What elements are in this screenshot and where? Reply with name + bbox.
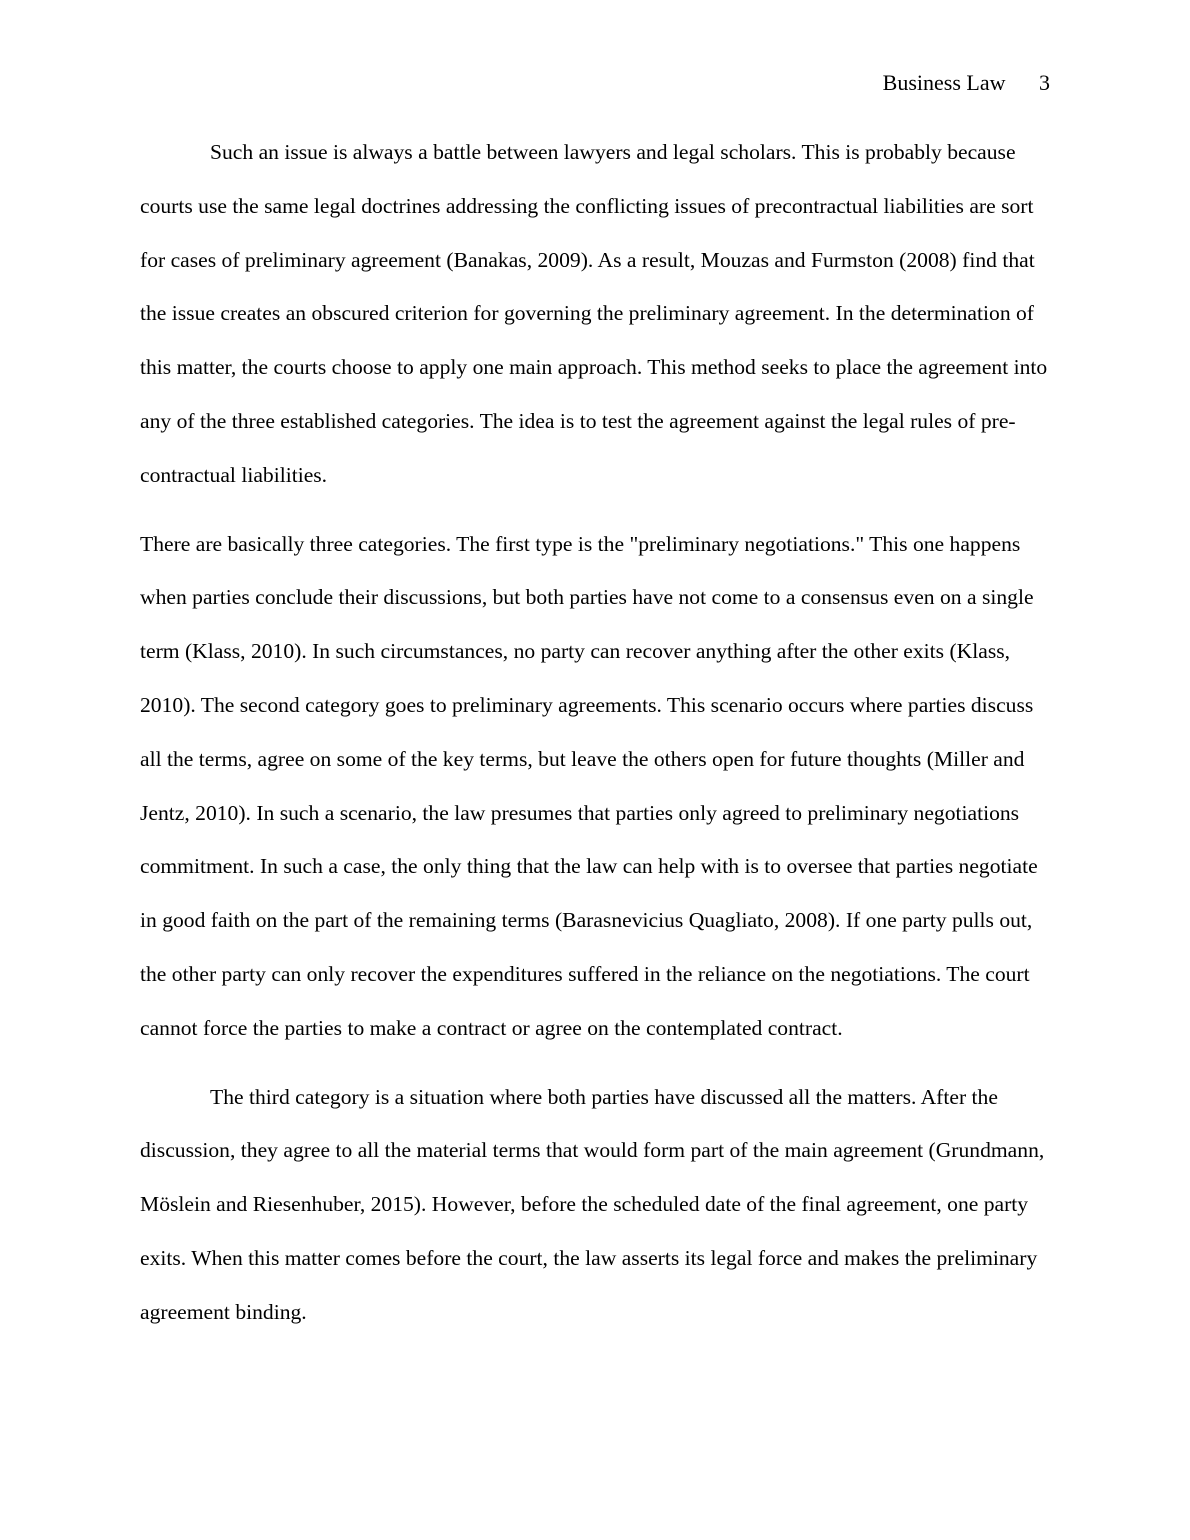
running-head-title: Business Law xyxy=(882,70,1006,95)
page-number: 3 xyxy=(1039,70,1050,95)
paragraph-3: The third category is a situation where both parties have discussed all the matters. After the discussion, they agree to all the material terms that would form part of the main agreement (Grundmann, Möslein and Riesenhuber, 2015). However, before the scheduled date of the final agreement, one party exits. When this matter comes before the court, the law asserts its legal force and makes the preliminary agreement binding. xyxy=(140,1084,1045,1324)
body-text xyxy=(140,126,1052,1355)
running-head xyxy=(883,68,1050,98)
paragraph-1: Such an issue is always a battle between lawyers and legal scholars. This is probably because courts use the same legal doctrines addressing the conflicting issues of precontractual liabilities are sort for cases of preliminary agreement (Banakas, 2009). As a result, Mouzas and Furmston (2008) find that the issue creates an obscured criterion for governing the preliminary agreement. In the determination of this matter, the courts choose to apply one main approach. This method seeks to place the agreement into any of the three established categories. The idea is to test the agreement against the legal rules of pre-contractual liabilities. xyxy=(140,140,1048,487)
paragraph-2: There are basically three categories. The first type is the "preliminary negotiations." This one happens when parties conclude their discussions, but both parties have not come to a consensus even on a single term (Klass, 2010). In such circumstances, no party can recover anything after the other exits (Klass, 2010). The second category goes to preliminary agreements. This scenario occurs where parties discuss all the terms, agree on some of the key terms, but leave the others open for future thoughts (Miller and Jentz, 2010). In such a scenario, the law presumes that parties only agreed to preliminary negotiations commitment. In such a case, the only thing that the law can help with is to oversee that parties negotiate in good faith on the part of the remaining terms (Barasnevicius Quagliato, 2008). If one party pulls out, the other party can only recover the expenditures suffered in the reliance on the negotiations. The court cannot force the parties to make a contract or agree on the contemplated contract. xyxy=(140,531,1038,1040)
